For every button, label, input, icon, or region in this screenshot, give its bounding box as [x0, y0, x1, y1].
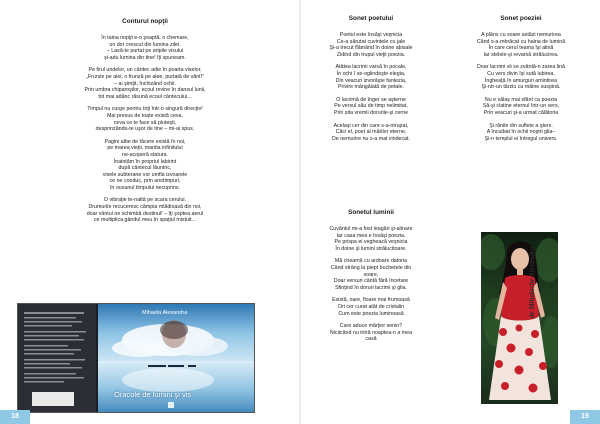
- verse-line: Când strâng la piept buchetele din: [330, 264, 412, 271]
- verse-line: visele subterane vor umfla izvoarele: [102, 171, 188, 178]
- poem-sonet-poeziei: [451, 15, 591, 142]
- stanza: [30, 139, 260, 192]
- stanza: [30, 35, 260, 61]
- stanza: [301, 123, 441, 143]
- verse-line: Când s-a-mbrăcat cu haina de lumină: [476, 38, 566, 45]
- verse-line: Care aduce mărţior senin?: [339, 323, 403, 330]
- poem-title: Conturul nopţii: [122, 18, 168, 25]
- stanza: [451, 32, 591, 58]
- stanza: [301, 32, 441, 58]
- verse-line: Căci el, poet al mărilor eterne,: [335, 129, 407, 136]
- verse-line: Atâtea lacrimi varsă în pocale,: [335, 64, 407, 71]
- verse-line: Pe prispa ei veghează veşnicia: [334, 239, 408, 246]
- poem-title: Sonet poeziei: [500, 15, 542, 22]
- verse-line: Cum este poezia luminoasă: [338, 310, 404, 317]
- author-portrait-photo: [481, 232, 558, 404]
- verse-line: în oceanul timpului necuprins.: [109, 184, 181, 191]
- verse-line: În taina nopţii e-o şoaptă, o chemare,: [101, 35, 189, 41]
- verse-line: Pe versul său de timp nelimitat,: [334, 103, 408, 110]
- verse-line: pe marea vieţii, mantia infinitului: [107, 145, 183, 152]
- verse-line: tot mai adânc răsună ecoul cântecului...: [98, 93, 192, 100]
- verse-line: Sfinţind în doruri lacrimi şi glia.: [335, 284, 407, 291]
- author-signature: de Mihalache Alexandra: [528, 246, 536, 318]
- verse-line: „Frunze pe alei, o frunză pe alee, purtată de vânt!”: [86, 73, 204, 80]
- poem-sonet-poetului: [301, 15, 441, 142]
- verse-line: după cântecul lăuntric,: [118, 165, 172, 172]
- verse-line: Doar versuri cântă fără încetare: [333, 278, 409, 285]
- verse-line: Îngheaţă în amurguri amintirea: [484, 77, 558, 84]
- verse-line: Doar lacrimi vii se zvântă-n zarea lină: [476, 64, 566, 71]
- verse-line: În care cerul teama îşi alină: [488, 45, 554, 52]
- verse-line: Prin umbra chiparoşilor, ecoul revine în dansul lunii,: [84, 87, 206, 94]
- verse-line: – ai şimţit, închizând ochii.: [114, 80, 176, 87]
- verse-line: Mă cheamă cu ardoare datoria: [334, 258, 408, 265]
- author-portrait-artwork: [481, 232, 558, 404]
- page-number-right: 19: [570, 410, 600, 424]
- verse-line: A încuibat în ochii noştri glia–: [486, 129, 556, 136]
- verse-line: Privire mângâiată de petale.: [338, 84, 404, 91]
- verse-line: ceva ce te face să pluteşti,: [113, 119, 177, 126]
- verse-line: Iar stelele-şi revarsă strălucirea.: [483, 51, 559, 58]
- verse-line: Acelaşi cer din care s-a-ntrupat,: [333, 122, 409, 129]
- poem-title: Sonet poetului: [348, 15, 394, 22]
- verse-line: Înaintăm în propriul labirint: [113, 158, 177, 165]
- verse-line: De nemurire nu s-a mai vindecat.: [331, 135, 410, 142]
- verse-line: Prin veacuri şi-a urmat călătoria: [483, 109, 559, 116]
- verse-line: Cu vers divin îşi sută iubirea,: [487, 70, 555, 77]
- verse-line: doar vântul ne schimbă destinul! – îţi şoptea aerul: [86, 210, 204, 217]
- cover-title: Oracole de lumini şi vis: [114, 390, 192, 399]
- stanza: [301, 226, 441, 252]
- verse-line: desprinzându-te uşor de tine – mi-ai spus.: [95, 126, 195, 133]
- verse-line: soare,: [363, 271, 379, 278]
- verse-line: Din veacuri izvorăşte fantezia,: [335, 77, 407, 84]
- verse-line: ne-acoperă statura.: [122, 151, 168, 158]
- poem-title: Sonetul luminii: [348, 209, 394, 216]
- verse-line: – Lasă-te purtat pe aripile visului: [106, 48, 184, 55]
- verse-line: ce multiplica gândul meu în spaţiul mistuit...: [93, 217, 197, 224]
- stanza: [301, 323, 441, 343]
- verse-line: În ochi î se-oglindeşte elegia,: [336, 70, 406, 77]
- verse-line: Poetul este însăşi veşnicia: [339, 32, 403, 38]
- stanza: [451, 123, 591, 143]
- verse-line: În doine şi lumini strălucitoare.: [335, 245, 407, 252]
- page-number-left: 18: [0, 410, 30, 424]
- poem-sonetul-luminii: [301, 209, 441, 343]
- book-cover-image: [17, 303, 255, 413]
- stanza: [301, 258, 441, 291]
- verse-line: Cuvântul mi-a fost leagăn şi-alinare: [329, 226, 413, 232]
- verse-line: Pe firul undelor, un cântec adie în poarta viselor.: [88, 67, 202, 74]
- verse-line: casă: [365, 336, 377, 343]
- stanza: [30, 106, 260, 132]
- verse-line: Zidind din trupul vieţii poezia.: [336, 51, 406, 58]
- verse-line: Timpul nu curge pentru toţi într-o singură direcţie!: [87, 106, 203, 113]
- left-page: [0, 0, 299, 424]
- verse-line: O vibraţie te-naltă pe scara cerului.: [103, 197, 187, 204]
- verse-line: Şi rănile din suflete a şters.: [489, 122, 553, 129]
- verse-line: un dor crescut din lumina zilei.: [109, 41, 181, 48]
- stanza: [451, 97, 591, 117]
- verse-line: Nu e sălaş mai sfânt ca poezia: [484, 96, 558, 103]
- verse-line: Niciicând nu intră noaptea-n a mea: [329, 329, 413, 336]
- verse-line: Ce-a sărutat cuvintele cu jale: [336, 38, 406, 45]
- stanza: [30, 197, 260, 223]
- verse-line: Şi-a trecut flămând în doine abisale: [329, 45, 413, 52]
- verse-line: Pagini albe de tăcere există în noi,: [104, 138, 186, 145]
- stanza: [301, 64, 441, 90]
- poem-conturul-noptii: [30, 18, 260, 224]
- verse-line: Şi-ntr-un târziu cu mâine suspină.: [481, 84, 561, 91]
- verse-line: Prin sita vremii dorurile-şi cerne: [333, 109, 409, 116]
- stanza: [30, 67, 260, 100]
- cover-author: Mihaela Alexandra: [142, 310, 188, 316]
- verse-line: Drumurile recuceresc câmpia mlădioasă din noi,: [88, 204, 202, 211]
- verse-line: A plâns cu soare astăzi nemurirea: [481, 32, 561, 38]
- verse-line: Iar casa mea e însăşi poezia,: [336, 232, 406, 239]
- stanza: [451, 64, 591, 90]
- stanza: [301, 297, 441, 317]
- verse-line: O lacrimă de înger se aşterne: [336, 96, 406, 103]
- verse-line: Mai presus de toate există ceva,: [107, 112, 183, 119]
- stanza: [301, 97, 441, 117]
- verse-line: Să-şi clatine eternul într-un vers,: [482, 103, 560, 110]
- verse-line: Există, oare, floare mai frumoasă: [332, 297, 410, 304]
- verse-line: Ori cer curat atât de cristalin: [337, 303, 405, 310]
- verse-line: şi-adu lumina din tine! îţi spuneam.: [104, 54, 186, 61]
- verse-line: Şi-n templul ei întregul univers.: [484, 135, 558, 142]
- verse-line: ce ne conduc, prin anotimpuri,: [109, 178, 181, 185]
